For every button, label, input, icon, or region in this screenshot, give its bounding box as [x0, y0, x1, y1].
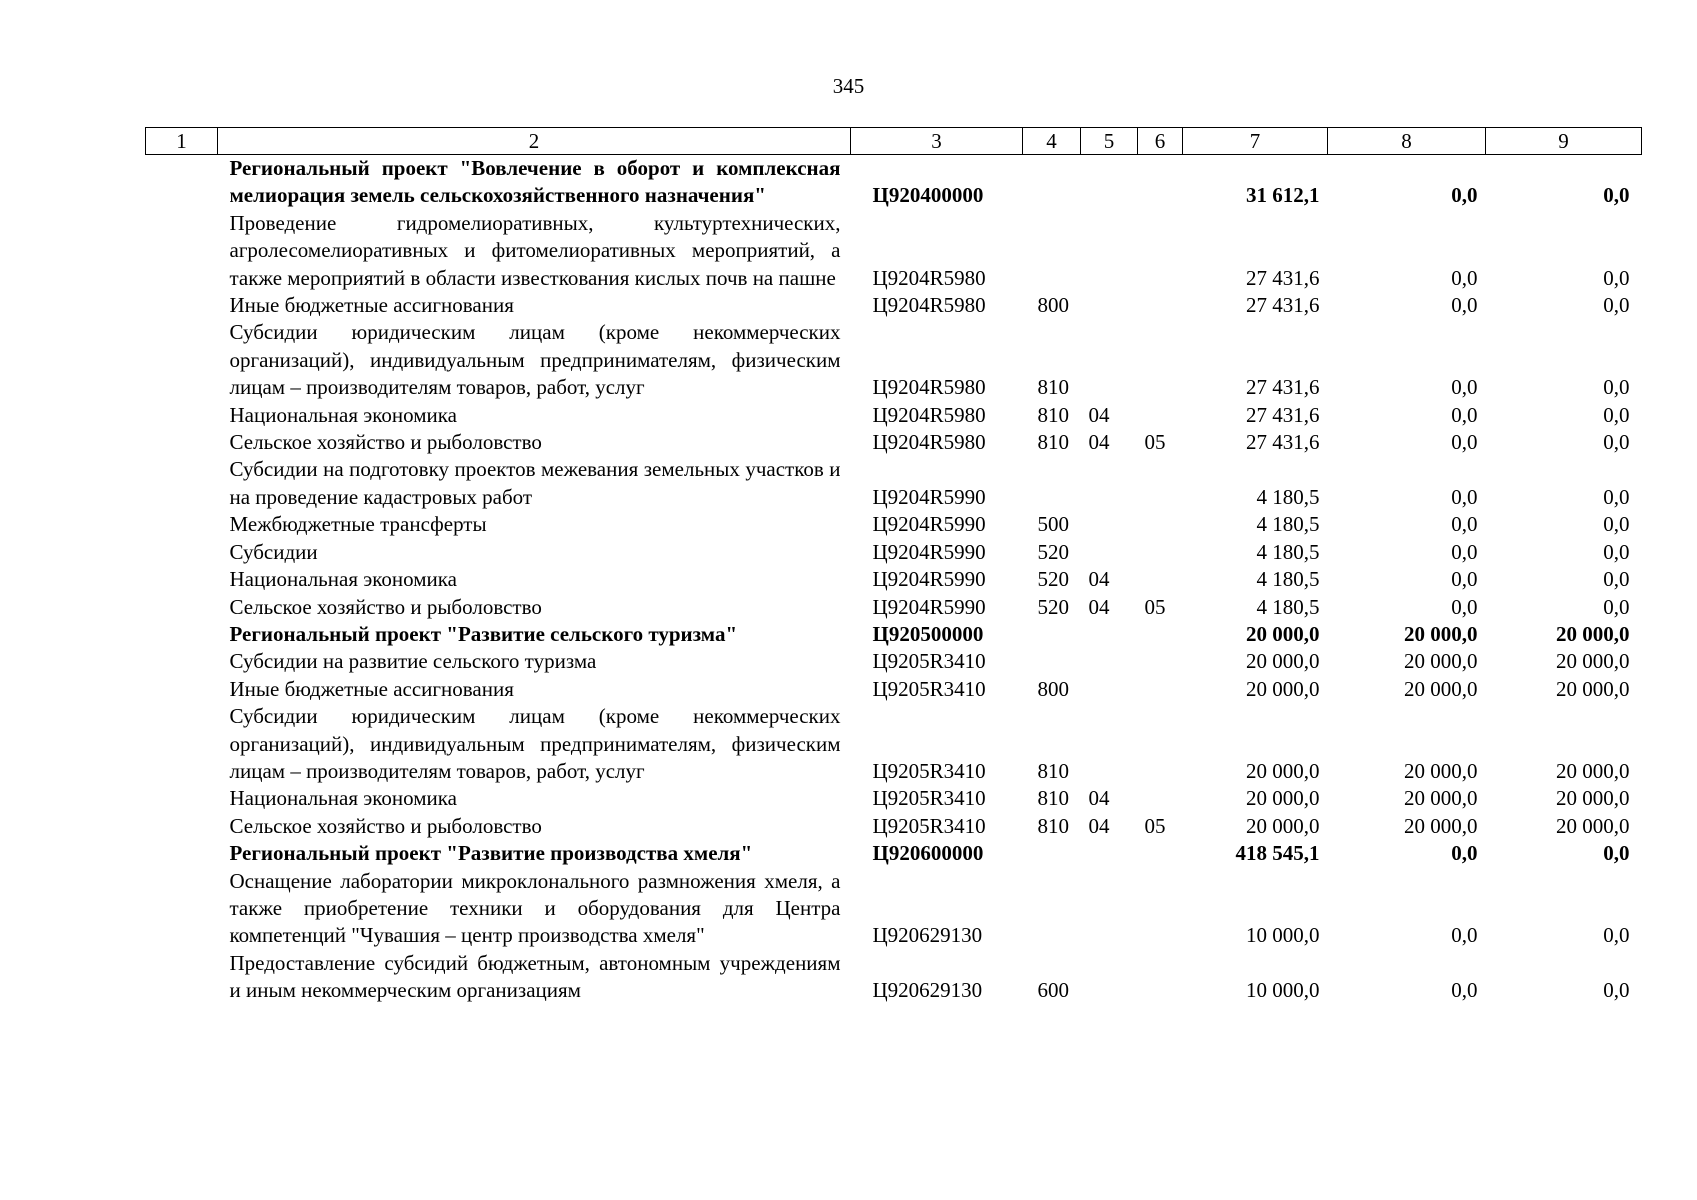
row-value-7: 4 180,5: [1256, 512, 1320, 537]
header-cell-6: 6: [1138, 128, 1183, 155]
row-col6: [1138, 648, 1183, 675]
row-col6: 05: [1144, 594, 1166, 619]
row-code: Ц9204R5990: [872, 594, 986, 619]
row-value-8: 0,0: [1451, 265, 1478, 290]
row-name: Сельское хозяйство и рыболовство: [229, 813, 542, 838]
row-value-8: 0,0: [1451, 841, 1478, 866]
row-value-7: 10 000,0: [1246, 978, 1320, 1003]
row-col5: [1081, 950, 1138, 1005]
table-row: [146, 594, 1642, 621]
row-value-9: 0,0: [1603, 430, 1630, 455]
row-index-cell: [146, 292, 218, 319]
row-index-cell: [146, 950, 218, 1005]
header-cell-2: 2: [218, 128, 851, 155]
table-row: [146, 155, 1642, 210]
row-value-9: 0,0: [1603, 484, 1630, 509]
row-value-7: 27 431,6: [1246, 265, 1320, 290]
row-col4: 810: [1037, 758, 1069, 783]
row-value-8: 20 000,0: [1404, 621, 1478, 646]
row-code: Ц920600000: [872, 841, 984, 866]
row-col5: [1081, 868, 1138, 950]
row-col4: [1023, 456, 1081, 511]
row-col5: [1081, 292, 1138, 319]
row-code: Ц9204R5980: [872, 293, 986, 318]
header-cell-4: 4: [1023, 128, 1081, 155]
row-value-9: 0,0: [1603, 183, 1630, 208]
row-index-cell: [146, 456, 218, 511]
row-value-8: 0,0: [1451, 402, 1478, 427]
header-cell-5: 5: [1081, 128, 1138, 155]
row-col4: 810: [1037, 402, 1069, 427]
row-value-7: 31 612,1: [1246, 183, 1320, 208]
row-value-8: 20 000,0: [1404, 786, 1478, 811]
row-code: Ц9204R5990: [872, 539, 986, 564]
row-index-cell: [146, 594, 218, 621]
row-col5: 04: [1088, 402, 1110, 427]
row-value-8: 20 000,0: [1404, 676, 1478, 701]
row-name: Субсидии юридическим лицам (кроме некоммерческих организаций), индивидуальным предпринимателям, физическим лицам – производителям товаров, работ, услуг: [229, 704, 841, 783]
table-row: [146, 402, 1642, 429]
row-value-8: 0,0: [1451, 978, 1478, 1003]
table-row: [146, 621, 1642, 648]
row-value-7: 20 000,0: [1246, 786, 1320, 811]
row-value-8: 0,0: [1451, 375, 1478, 400]
row-col4: [1023, 210, 1081, 292]
row-name: Субсидии: [229, 539, 318, 564]
row-col6: [1138, 155, 1183, 210]
row-col6: 05: [1144, 813, 1166, 838]
row-value-7: 20 000,0: [1246, 649, 1320, 674]
row-index-cell: [146, 703, 218, 785]
row-value-7: 20 000,0: [1246, 621, 1320, 646]
table-row: [146, 840, 1642, 867]
row-col4: [1023, 868, 1081, 950]
row-col4: 500: [1037, 512, 1069, 537]
row-col6: [1138, 402, 1183, 429]
row-code: Ц9204R5980: [872, 375, 986, 400]
row-value-9: 0,0: [1603, 265, 1630, 290]
row-value-7: 4 180,5: [1256, 567, 1320, 592]
row-col4: 520: [1037, 567, 1069, 592]
row-value-8: 0,0: [1451, 430, 1478, 455]
row-col6: [1138, 840, 1183, 867]
header-row: [146, 128, 1642, 155]
row-index-cell: [146, 621, 218, 648]
row-col4: [1023, 648, 1081, 675]
table-row: [146, 813, 1642, 840]
row-code: Ц9205R3410: [872, 676, 986, 701]
row-col5: [1081, 676, 1138, 703]
row-code: Ц9204R5980: [872, 430, 986, 455]
row-index-cell: [146, 648, 218, 675]
row-value-8: 0,0: [1451, 539, 1478, 564]
row-code: Ц9204R5990: [872, 484, 986, 509]
row-value-9: 20 000,0: [1556, 621, 1630, 646]
row-value-9: 20 000,0: [1556, 676, 1630, 701]
row-value-9: 0,0: [1603, 923, 1630, 948]
page-number: 345: [832, 74, 865, 98]
table-body: [146, 155, 1642, 1005]
row-col6: [1138, 868, 1183, 950]
table-row: [146, 648, 1642, 675]
row-value-8: 20 000,0: [1404, 758, 1478, 783]
table-row: [146, 566, 1642, 593]
row-index-cell: [146, 539, 218, 566]
table-row: [146, 703, 1642, 785]
row-value-9: 20 000,0: [1556, 758, 1630, 783]
table-row: [146, 210, 1642, 292]
row-col5: [1081, 456, 1138, 511]
row-name: Субсидии на подготовку проектов межевания земельных участков и на проведение кадастровых работ: [229, 457, 841, 509]
row-name: Иные бюджетные ассигнования: [229, 676, 514, 701]
row-name: Региональный проект "Развитие производства хмеля": [229, 841, 753, 866]
row-name: Национальная экономика: [229, 567, 457, 592]
row-value-7: 4 180,5: [1256, 484, 1320, 509]
row-index-cell: [146, 402, 218, 429]
row-code: Ц9204R5980: [872, 402, 986, 427]
row-code: Ц920400000: [872, 183, 984, 208]
row-name: Предоставление субсидий бюджетным, автономным учреждениям и иным некоммерческим организациям: [229, 950, 841, 1003]
row-code: Ц9205R3410: [872, 786, 986, 811]
row-col4: 520: [1037, 539, 1069, 564]
row-value-9: 0,0: [1603, 539, 1630, 564]
row-col6: [1138, 950, 1183, 1005]
row-value-9: 20 000,0: [1556, 786, 1630, 811]
row-value-8: 0,0: [1451, 567, 1478, 592]
row-value-7: 4 180,5: [1256, 594, 1320, 619]
row-col4: 520: [1037, 594, 1069, 619]
row-code: Ц920629130: [872, 978, 983, 1003]
row-col5: [1081, 648, 1138, 675]
row-code: Ц9205R3410: [872, 649, 986, 674]
row-index-cell: [146, 676, 218, 703]
row-col4: 810: [1037, 375, 1069, 400]
row-index-cell: [146, 566, 218, 593]
table-row: [146, 676, 1642, 703]
row-value-9: 0,0: [1603, 594, 1630, 619]
table-row: [146, 511, 1642, 538]
row-name: Иные бюджетные ассигнования: [229, 293, 514, 318]
row-index-cell: [146, 785, 218, 812]
row-index-cell: [146, 840, 218, 867]
row-col6: [1138, 676, 1183, 703]
row-value-9: 0,0: [1603, 512, 1630, 537]
table-row: [146, 868, 1642, 950]
row-value-8: 20 000,0: [1404, 813, 1478, 838]
table-row: [146, 292, 1642, 319]
row-col5: [1081, 155, 1138, 210]
row-value-9: 0,0: [1603, 293, 1630, 318]
row-col5: 04: [1088, 594, 1110, 619]
row-name: Региональный проект "Развитие сельского туризма": [229, 621, 738, 646]
row-col5: 04: [1088, 567, 1110, 592]
row-name: Субсидии на развитие сельского туризма: [229, 649, 597, 674]
row-value-8: 0,0: [1451, 484, 1478, 509]
table-row: [146, 539, 1642, 566]
row-name: Сельское хозяйство и рыболовство: [229, 430, 542, 455]
row-value-8: 20 000,0: [1404, 649, 1478, 674]
row-col4: 810: [1037, 786, 1069, 811]
row-col6: [1138, 621, 1183, 648]
row-col5: [1081, 539, 1138, 566]
row-col6: [1138, 566, 1183, 593]
row-value-9: 0,0: [1603, 402, 1630, 427]
row-name: Оснащение лаборатории микроклонального размножения хмеля, а также приобретение техники и оборудования для Центра компетенций "Чувашия – центр производства хмеля": [229, 868, 841, 948]
row-index-cell: [146, 319, 218, 401]
row-value-9: 0,0: [1603, 375, 1630, 400]
row-name: Национальная экономика: [229, 786, 457, 811]
row-index-cell: [146, 511, 218, 538]
table-row: [146, 456, 1642, 511]
row-col5: [1081, 511, 1138, 538]
row-col5: [1081, 319, 1138, 401]
row-col5: [1081, 210, 1138, 292]
row-index-cell: [146, 813, 218, 840]
row-value-9: 0,0: [1603, 841, 1630, 866]
row-code: Ц9204R5990: [872, 512, 986, 537]
row-col6: [1138, 703, 1183, 785]
row-value-9: 0,0: [1603, 978, 1630, 1003]
row-name: Межбюджетные трансферты: [229, 512, 487, 537]
row-col6: [1138, 292, 1183, 319]
row-value-7: 10 000,0: [1246, 923, 1320, 948]
row-value-7: 4 180,5: [1256, 539, 1320, 564]
row-code: Ц9204R5980: [872, 265, 986, 290]
row-value-8: 0,0: [1451, 512, 1478, 537]
row-index-cell: [146, 155, 218, 210]
row-name: Сельское хозяйство и рыболовство: [229, 594, 542, 619]
row-value-7: 20 000,0: [1246, 813, 1320, 838]
table-row: [146, 429, 1642, 456]
row-col4: 800: [1037, 676, 1069, 701]
row-col4: 600: [1037, 978, 1069, 1003]
header-cell-9: 9: [1486, 128, 1642, 155]
header-cell-1: 1: [146, 128, 218, 155]
budget-table: [145, 127, 1642, 1005]
row-value-7: 27 431,6: [1246, 293, 1320, 318]
row-col4: [1023, 840, 1081, 867]
row-col5: [1081, 703, 1138, 785]
header-cell-7: 7: [1183, 128, 1328, 155]
row-value-7: 27 431,6: [1246, 402, 1320, 427]
row-name: Региональный проект "Вовлечение в оборот и комплексная мелиорация земель сельскохозяйственного назначения": [229, 156, 841, 208]
row-col5: [1081, 840, 1138, 867]
row-code: Ц9205R3410: [872, 758, 986, 783]
row-col4: 810: [1037, 813, 1069, 838]
table-row: [146, 319, 1642, 401]
row-col5: 04: [1088, 813, 1110, 838]
row-index-cell: [146, 868, 218, 950]
row-col4: 810: [1037, 430, 1069, 455]
table-row: [146, 785, 1642, 812]
row-value-7: 20 000,0: [1246, 758, 1320, 783]
row-col6: 05: [1144, 430, 1166, 455]
row-col4: 800: [1037, 293, 1069, 318]
row-value-8: 0,0: [1451, 923, 1478, 948]
row-code: Ц920629130: [872, 923, 983, 948]
table-row: [146, 950, 1642, 1005]
row-value-8: 0,0: [1451, 183, 1478, 208]
row-code: Ц920500000: [872, 621, 984, 646]
row-name: Субсидии юридическим лицам (кроме некоммерческих организаций), индивидуальным предпринимателям, физическим лицам – производителям товаров, работ, услуг: [229, 320, 841, 400]
row-index-cell: [146, 429, 218, 456]
row-code: Ц9205R3410: [872, 813, 986, 838]
row-value-7: 20 000,0: [1246, 676, 1320, 701]
row-value-9: 20 000,0: [1556, 813, 1630, 838]
row-value-8: 0,0: [1451, 594, 1478, 619]
row-value-7: 27 431,6: [1246, 430, 1320, 455]
row-value-9: 0,0: [1603, 567, 1630, 592]
row-name: Проведение гидромелиоративных, культуртехнических, агролесомелиоративных и фитомелиоративных мероприятий, а также мероприятий в области известкования кислых почв на пашне: [229, 210, 841, 290]
row-col6: [1138, 785, 1183, 812]
header-cell-8: 8: [1328, 128, 1486, 155]
row-value-9: 20 000,0: [1556, 649, 1630, 674]
row-code: Ц9204R5990: [872, 567, 986, 592]
row-col4: [1023, 155, 1081, 210]
row-value-7: 418 545,1: [1235, 841, 1320, 866]
row-value-8: 0,0: [1451, 293, 1478, 318]
row-value-7: 27 431,6: [1246, 375, 1320, 400]
row-index-cell: [146, 210, 218, 292]
row-col4: [1023, 621, 1081, 648]
row-col6: [1138, 456, 1183, 511]
row-col6: [1138, 511, 1183, 538]
header-cell-3: 3: [851, 128, 1023, 155]
row-col5: [1081, 621, 1138, 648]
row-col6: [1138, 319, 1183, 401]
row-col6: [1138, 210, 1183, 292]
row-name: Национальная экономика: [229, 402, 457, 427]
row-col5: 04: [1088, 786, 1110, 811]
row-col6: [1138, 539, 1183, 566]
row-col5: 04: [1088, 430, 1110, 455]
